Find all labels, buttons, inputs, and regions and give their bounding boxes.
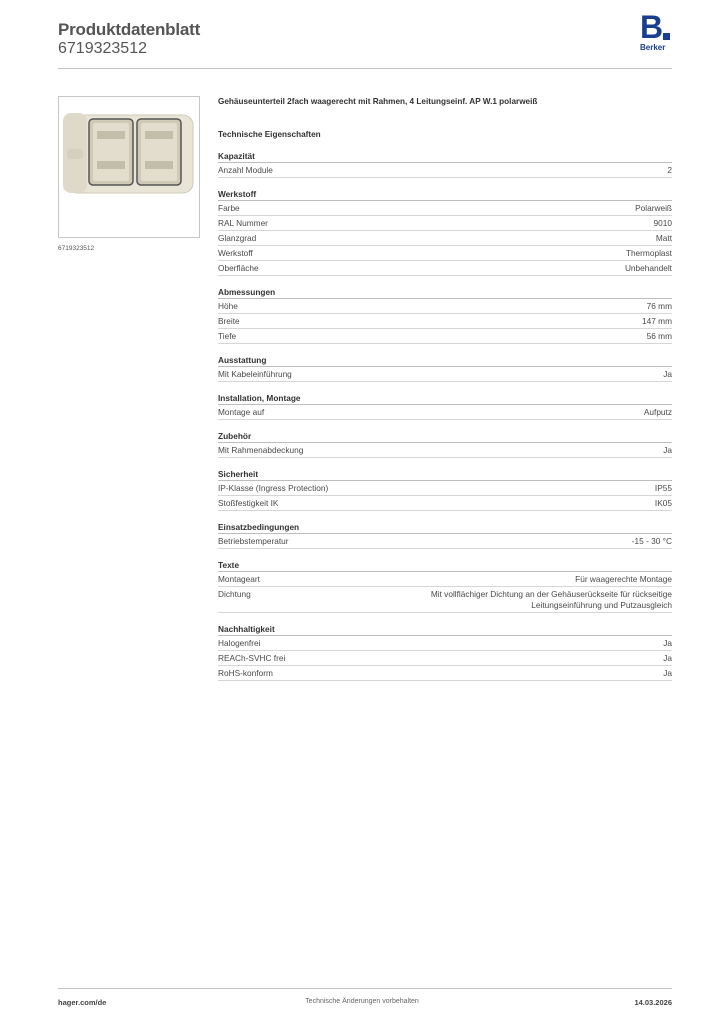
article-number: 6719323512 <box>58 40 147 57</box>
property-value: 56 mm <box>646 331 672 341</box>
group-title: Einsatzbedingungen <box>218 522 672 534</box>
property-row <box>218 367 672 382</box>
property-group <box>218 560 672 613</box>
property-label: Glanzgrad <box>218 233 257 243</box>
property-value: Ja <box>663 667 672 678</box>
group-title: Werkstoff <box>218 189 672 201</box>
footer-website: hager.com/de <box>58 998 107 1007</box>
property-groups <box>218 151 672 681</box>
property-group <box>218 624 672 681</box>
property-label: Betriebstemperatur <box>218 536 289 546</box>
property-row <box>218 666 672 681</box>
property-label: Werkstoff <box>218 248 253 258</box>
footer-date: 14.03.2026 <box>634 998 672 1007</box>
property-row <box>218 314 672 329</box>
property-label: Farbe <box>218 203 240 213</box>
property-row <box>218 496 672 511</box>
property-label: Breite <box>218 316 240 326</box>
property-value: Polarweiß <box>635 203 672 213</box>
property-value: 9010 <box>653 218 672 228</box>
footer-divider <box>58 988 672 989</box>
property-label: Oberfläche <box>218 263 259 273</box>
property-label: Montage auf <box>218 407 265 417</box>
property-row <box>218 261 672 276</box>
property-value: 2 <box>667 165 672 175</box>
page-title: Produktdatenblatt <box>58 20 201 39</box>
image-caption: 6719323512 <box>58 245 95 252</box>
property-label: Stoßfestigkeit IK <box>218 498 279 508</box>
property-value: Mit vollflächiger Dichtung an der Gehäuserückseite für rückseitige Leitungseinführung und Putzausgleich <box>430 589 672 610</box>
property-group <box>218 431 672 458</box>
property-label: Höhe <box>218 301 238 311</box>
product-image <box>58 96 200 238</box>
group-title: Zubehör <box>218 431 672 443</box>
property-label: Montageart <box>218 574 260 584</box>
logo-dot <box>663 33 670 40</box>
group-title: Ausstattung <box>218 355 672 367</box>
property-row <box>218 636 672 651</box>
property-value: Unbehandelt <box>624 263 672 273</box>
property-group <box>218 522 672 549</box>
property-value: 147 mm <box>642 316 672 326</box>
group-title: Sicherheit <box>218 469 672 481</box>
property-group <box>218 189 672 276</box>
property-row <box>218 481 672 496</box>
property-value: Thermoplast <box>625 248 672 258</box>
property-label: Dichtung <box>218 589 251 599</box>
group-title: Texte <box>218 560 672 572</box>
group-title: Nachhaltigkeit <box>218 624 672 636</box>
logo-letter: B <box>640 9 664 45</box>
property-group <box>218 355 672 382</box>
property-value: Für waagerechte Montage <box>575 574 672 584</box>
property-value: -15 - 30 °C <box>631 536 672 546</box>
property-value: Ja <box>663 369 672 379</box>
property-value: Aufputz <box>643 407 672 417</box>
property-value: IK05 <box>654 498 672 508</box>
property-value: Matt <box>655 233 672 243</box>
property-value: Ja <box>663 652 672 663</box>
property-row <box>218 299 672 314</box>
product-name: Gehäuseunterteil 2fach waagerecht mit Rahmen, 4 Leitungseinf. AP W.1 polarweiß <box>218 97 538 106</box>
property-row <box>218 163 672 178</box>
property-row <box>218 587 672 613</box>
main-content <box>218 96 672 681</box>
logo-brand: Berker <box>640 43 666 52</box>
header-divider <box>58 68 672 69</box>
property-row <box>218 443 672 458</box>
property-row <box>218 231 672 246</box>
property-label: Mit Kabeleinführung <box>218 369 292 379</box>
property-row <box>218 534 672 549</box>
group-title: Installation, Montage <box>218 393 672 405</box>
section-title: Technische Eigenschaften <box>218 130 321 139</box>
berker-logo <box>640 9 672 53</box>
property-row <box>218 651 672 666</box>
property-row <box>218 216 672 231</box>
property-group <box>218 469 672 511</box>
group-title: Abmessungen <box>218 287 672 299</box>
footer-notice: Technische Änderungen vorbehalten <box>305 998 419 1005</box>
property-label: IP-Klasse (Ingress Protection) <box>218 483 329 493</box>
property-group <box>218 151 672 178</box>
property-row <box>218 405 672 420</box>
property-label: REACh-SVHC frei <box>218 652 286 663</box>
property-value: Ja <box>663 637 672 648</box>
property-value: IP55 <box>654 483 672 493</box>
property-row <box>218 201 672 216</box>
property-label: Halogenfrei <box>218 637 261 648</box>
property-value: 76 mm <box>646 301 672 311</box>
property-row <box>218 572 672 587</box>
property-label: RoHS-konform <box>218 667 273 678</box>
property-row <box>218 329 672 344</box>
property-group <box>218 287 672 344</box>
product-image-drawing <box>59 97 199 237</box>
property-label: Anzahl Module <box>218 165 273 175</box>
property-row <box>218 246 672 261</box>
property-label: Tiefe <box>218 331 237 341</box>
group-title: Kapazität <box>218 151 672 163</box>
property-label: Mit Rahmenabdeckung <box>218 445 304 455</box>
property-value: Ja <box>663 445 672 455</box>
property-group <box>218 393 672 420</box>
property-label: RAL Nummer <box>218 218 268 228</box>
